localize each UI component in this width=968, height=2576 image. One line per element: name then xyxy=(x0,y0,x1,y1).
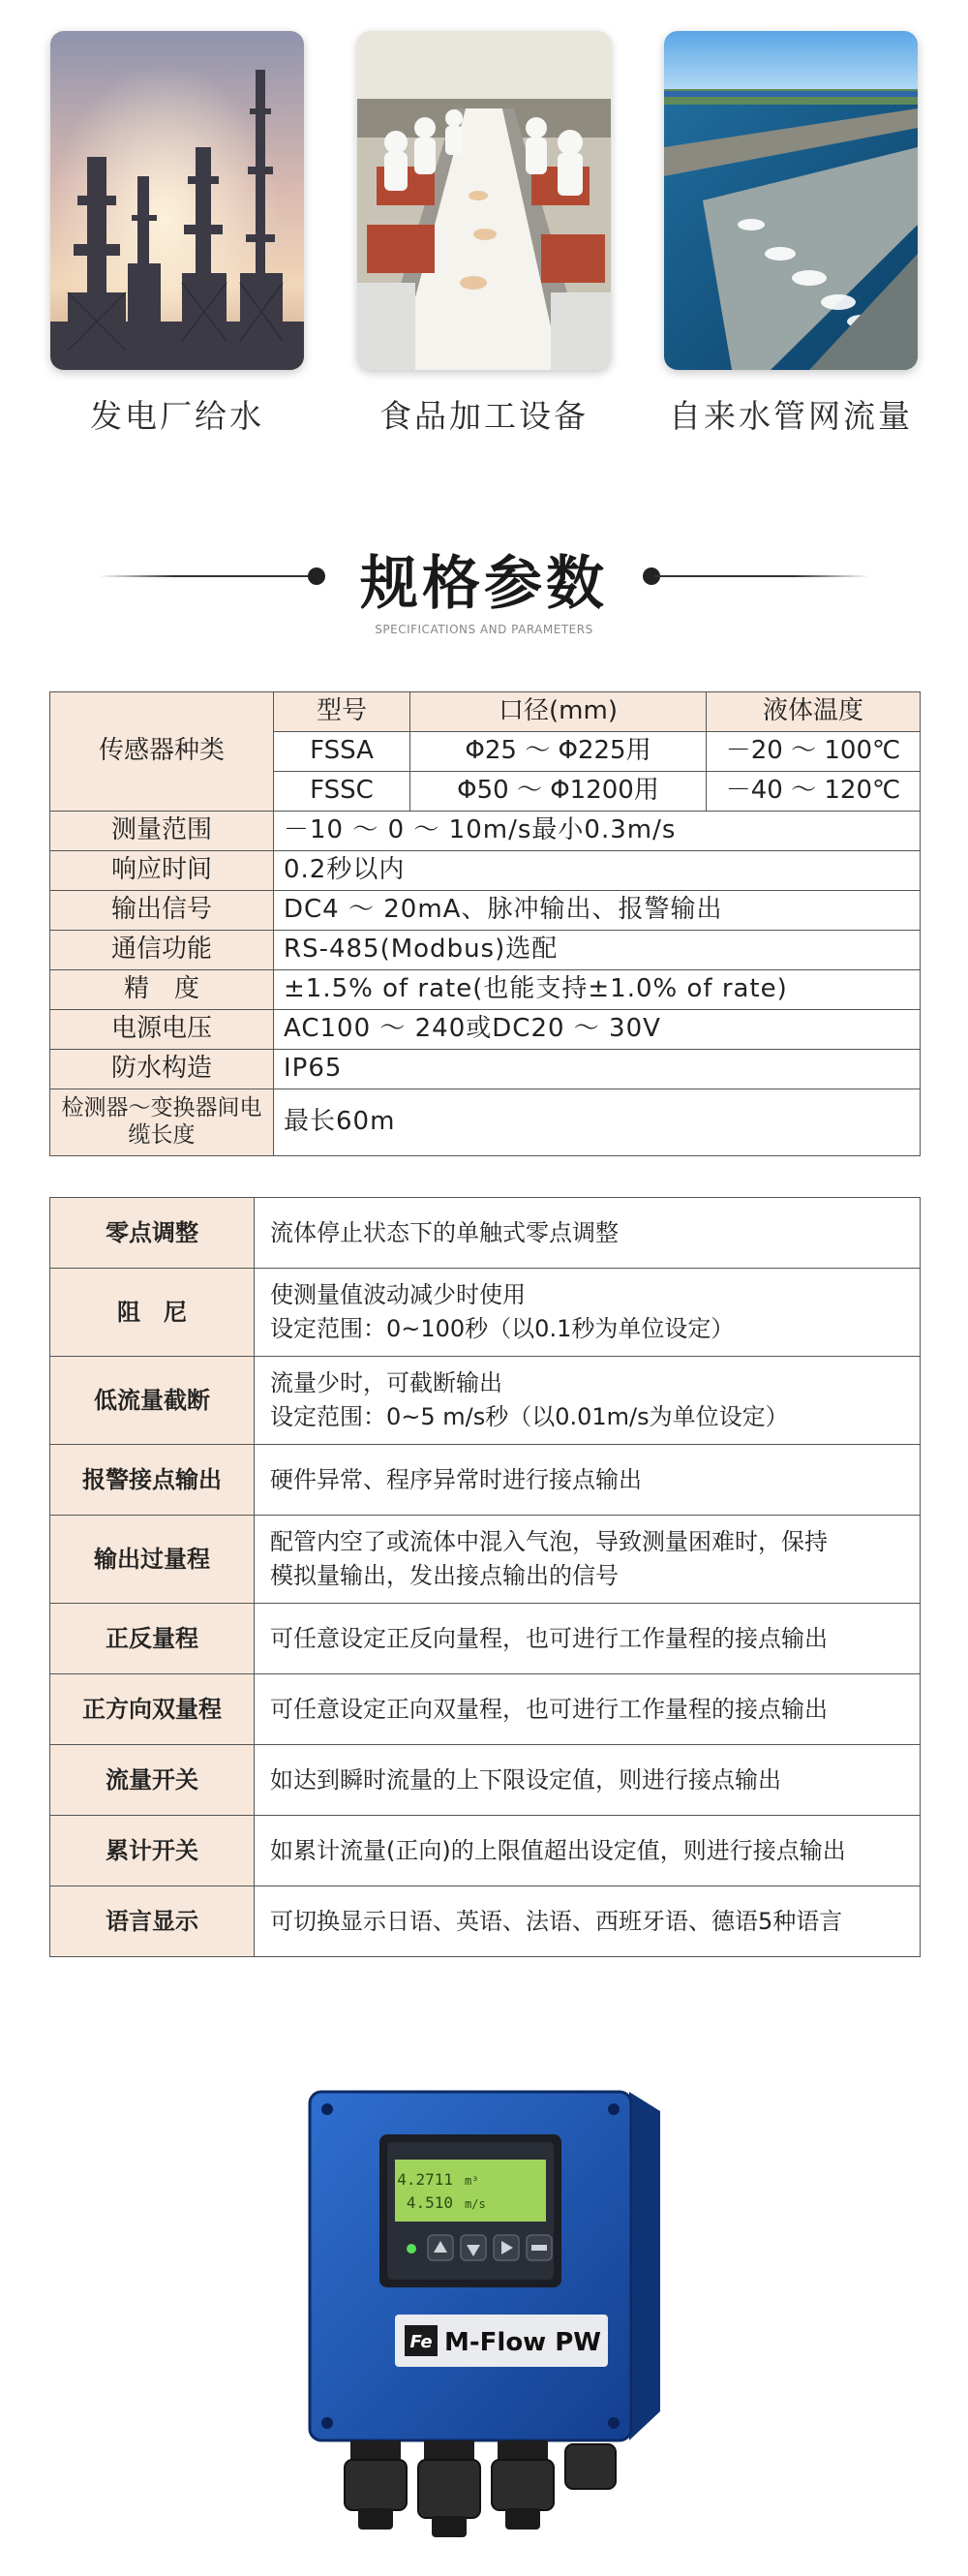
cable-gland xyxy=(492,2460,554,2510)
application-caption: 自来水管网流量 xyxy=(669,397,913,435)
table-row xyxy=(50,1445,921,1516)
application-card-water-network xyxy=(664,31,918,437)
function-description: 可任意设定正反向量程，也可进行工作量程的接点输出 xyxy=(255,1604,921,1674)
function-description: 使测量值波动减少时使用 设定范围：0~100秒（以0.1秒为单位设定） xyxy=(255,1269,921,1357)
table-row xyxy=(50,1198,921,1269)
function-label: 累计开关 xyxy=(50,1816,255,1886)
header-model: 型号 xyxy=(274,692,410,732)
function-description: 可任意设定正向双量程，也可进行工作量程的接点输出 xyxy=(255,1674,921,1745)
spec-value: －10 ～ 0 ～ 10m/s最小0.3m/s xyxy=(274,812,921,851)
sensor-type-label: 传感器种类 xyxy=(50,692,274,812)
table-row xyxy=(50,1816,921,1886)
spec-label: 检测器～变换器间电缆长度 xyxy=(50,1089,274,1156)
function-label: 输出过量程 xyxy=(50,1516,255,1604)
spec-value: IP65 xyxy=(274,1050,921,1089)
lcd-line2: 4.510 xyxy=(406,2193,453,2212)
spec-value: AC100 ～ 240或DC20 ～ 30V xyxy=(274,1010,921,1050)
function-label: 报警接点输出 xyxy=(50,1445,255,1516)
spec-value: 0.2秒以内 xyxy=(274,851,921,891)
spec-value: RS-485(Modbus)选配 xyxy=(274,931,921,970)
status-led-icon xyxy=(407,2244,416,2254)
spec-label: 测量范围 xyxy=(50,812,274,851)
lcd-unit2: m/s xyxy=(465,2197,486,2211)
function-description: 如累计流量(正向)的上限值超出设定值，则进行接点输出 xyxy=(255,1816,921,1886)
header-diameter: 口径(mm) xyxy=(410,692,707,732)
spec-table xyxy=(49,691,921,1156)
table-row xyxy=(50,1516,921,1604)
table-row xyxy=(50,1010,921,1050)
application-caption: 食品加工设备 xyxy=(379,397,589,435)
function-label: 正反量程 xyxy=(50,1604,255,1674)
cable-gland xyxy=(418,2460,480,2518)
table-row xyxy=(50,692,921,732)
function-label: 流量开关 xyxy=(50,1745,255,1816)
section-heading xyxy=(0,537,968,644)
lcd-line1: 4.2711 xyxy=(397,2170,453,2189)
power-plant-photo xyxy=(50,31,304,370)
sensor-model: FSSC xyxy=(274,772,410,812)
function-label: 正方向双量程 xyxy=(50,1674,255,1745)
spec-label: 输出信号 xyxy=(50,891,274,931)
table-row xyxy=(50,1089,921,1156)
header-temperature: 液体温度 xyxy=(707,692,921,732)
heading-right-line xyxy=(654,575,869,577)
sensor-temperature: －20 ～ 100℃ xyxy=(707,732,921,772)
function-label: 零点调整 xyxy=(50,1198,255,1269)
section-subtitle: SPECIFICATIONS AND PARAMETERS xyxy=(375,623,593,636)
product-name: M-Flow PW xyxy=(443,2328,602,2357)
table-row xyxy=(50,1674,921,1745)
spec-label: 响应时间 xyxy=(50,851,274,891)
function-description: 如达到瞬时流量的上下限设定值，则进行接点输出 xyxy=(255,1745,921,1816)
spec-label: 通信功能 xyxy=(50,931,274,970)
lcd-unit1: m³ xyxy=(465,2174,479,2188)
application-card-power-plant xyxy=(50,31,304,437)
brand-logo: Fe xyxy=(409,2332,433,2352)
function-label: 阻 尼 xyxy=(50,1269,255,1357)
function-description: 配管内空了或流体中混入气泡，导致测量困难时，保持 模拟量输出，发出接点输出的信号 xyxy=(255,1516,921,1604)
food-processing-photo xyxy=(357,31,611,370)
table-row xyxy=(50,1604,921,1674)
function-description: 硬件异常、程序异常时进行接点输出 xyxy=(255,1445,921,1516)
spec-label: 精 度 xyxy=(50,970,274,1010)
table-row xyxy=(50,851,921,891)
water-network-photo xyxy=(664,31,918,370)
sensor-diameter: Φ50 ～ Φ1200用 xyxy=(410,772,707,812)
spec-label: 电源电压 xyxy=(50,1010,274,1050)
spec-value: 最长60m xyxy=(274,1089,921,1156)
spec-label: 防水构造 xyxy=(50,1050,274,1089)
table-row xyxy=(50,891,921,931)
lcd-screen xyxy=(395,2160,546,2222)
spec-value: ±1.5% of rate(也能支持±1.0% of rate) xyxy=(274,970,921,1010)
table-row xyxy=(50,1050,921,1089)
table-row xyxy=(50,970,921,1010)
table-row xyxy=(50,1886,921,1957)
spec-value: DC4 ～ 20mA、脉冲输出、报警输出 xyxy=(274,891,921,931)
function-description: 流体停止状态下的单触式零点调整 xyxy=(255,1198,921,1269)
application-card-food-processing xyxy=(357,31,611,437)
function-table xyxy=(49,1197,921,1957)
cable-gland xyxy=(565,2444,616,2489)
function-description: 可切换显示日语、英语、法语、西班牙语、德语5种语言 xyxy=(255,1886,921,1957)
section-title: 规格参数 xyxy=(360,550,608,618)
table-row xyxy=(50,812,921,851)
function-description: 流量少时，可截断输出 设定范围：0~5 m/s秒（以0.01m/s为单位设定） xyxy=(255,1357,921,1445)
product-photo xyxy=(281,2072,687,2557)
cable-gland xyxy=(345,2460,407,2510)
table-row xyxy=(50,1269,921,1357)
table-row xyxy=(50,1357,921,1445)
table-row xyxy=(50,931,921,970)
function-label: 语言显示 xyxy=(50,1886,255,1957)
table-row xyxy=(50,1745,921,1816)
sensor-model: FSSA xyxy=(274,732,410,772)
sensor-diameter: Φ25 ～ Φ225用 xyxy=(410,732,707,772)
sensor-temperature: －40 ～ 120℃ xyxy=(707,772,921,812)
function-label: 低流量截断 xyxy=(50,1357,255,1445)
application-caption: 发电厂给水 xyxy=(90,397,264,435)
